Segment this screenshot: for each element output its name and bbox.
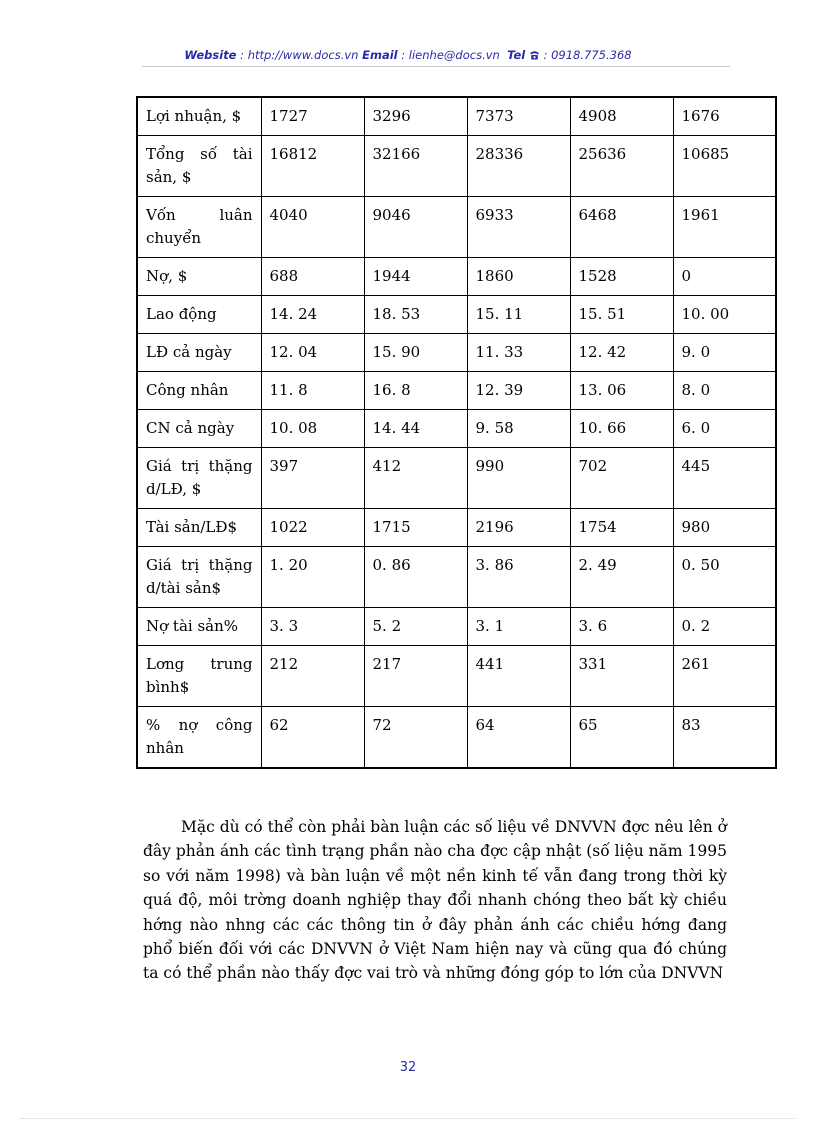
table-cell: 10685	[673, 136, 776, 197]
table-cell: 4908	[570, 97, 673, 136]
phone-icon	[529, 50, 540, 60]
table-cell: 9046	[364, 197, 467, 258]
row-label: Giá trị thặng d/LĐ, $	[137, 448, 261, 509]
table-cell: 12. 42	[570, 334, 673, 372]
row-label: Công nhân	[137, 372, 261, 410]
table-cell: 1528	[570, 258, 673, 296]
table-cell: 10. 00	[673, 296, 776, 334]
table-cell: 5. 2	[364, 608, 467, 646]
table-cell: 10. 08	[261, 410, 364, 448]
header-divider	[142, 66, 730, 67]
table-cell: 261	[673, 646, 776, 707]
table-cell: 83	[673, 707, 776, 769]
table-row	[137, 448, 776, 509]
table-cell: 3. 1	[467, 608, 570, 646]
table-cell: 25636	[570, 136, 673, 197]
table-cell: 1715	[364, 509, 467, 547]
email-link[interactable]: lienhe@docs.vn	[408, 48, 500, 62]
table-cell: 15. 51	[570, 296, 673, 334]
row-label: Nợ tài sản%	[137, 608, 261, 646]
row-label: LĐ cả ngày	[137, 334, 261, 372]
table-cell: 331	[570, 646, 673, 707]
table-cell: 6. 0	[673, 410, 776, 448]
table-cell: 6933	[467, 197, 570, 258]
table-cell: 15. 11	[467, 296, 570, 334]
table-cell: 16812	[261, 136, 364, 197]
tel-label: Tel	[507, 48, 526, 62]
table-row	[137, 334, 776, 372]
page-bottom-border	[20, 1118, 796, 1119]
table-cell: 3. 3	[261, 608, 364, 646]
table-row	[137, 646, 776, 707]
table-cell: 64	[467, 707, 570, 769]
tel-separator: :	[539, 48, 552, 62]
table-cell: 688	[261, 258, 364, 296]
table-cell: 72	[364, 707, 467, 769]
table-row	[137, 372, 776, 410]
table-cell: 1860	[467, 258, 570, 296]
statistics-table-body	[137, 97, 776, 768]
table-cell: 4040	[261, 197, 364, 258]
table-row	[137, 258, 776, 296]
table-cell: 13. 06	[570, 372, 673, 410]
row-label: Vốn luân chuyển	[137, 197, 261, 258]
table-cell: 14. 44	[364, 410, 467, 448]
body-paragraph: Mặc dù có thể còn phải bàn luận các số liệu về DNVVN đợc nêu lên ở đây phản ánh các tình trạng phần nào cha đợc cập nhật (số liệu năm 1995 so với năm 1998) và bàn luận về một nền kinh tế vẫn đang trong thời kỳ quá độ, môi trờng doanh nghiệp thay đổi nhanh chóng theo bất kỳ chiều hớng nào nhng các các thông tin ở đây phản ánh các chiều hớng đang phổ biến đối với các DNVVN ở Việt Nam hiện nay và cũng qua đó chúng ta có thể phần nào thấy đợc vai trò và những đóng góp to lớn của DNVVN	[143, 818, 727, 983]
table-cell: 1676	[673, 97, 776, 136]
table-row	[137, 136, 776, 197]
table-cell: 1. 20	[261, 547, 364, 608]
table-cell: 445	[673, 448, 776, 509]
row-label: Tài sản/LĐ$	[137, 509, 261, 547]
table-row	[137, 509, 776, 547]
table-row	[137, 410, 776, 448]
row-label: % nợ công nhân	[137, 707, 261, 769]
statistics-table	[136, 96, 777, 769]
table-cell: 8. 0	[673, 372, 776, 410]
table-row	[137, 608, 776, 646]
table-cell: 212	[261, 646, 364, 707]
table-cell: 980	[673, 509, 776, 547]
table-cell: 3296	[364, 97, 467, 136]
table-cell: 441	[467, 646, 570, 707]
table-cell: 18. 53	[364, 296, 467, 334]
table-cell: 65	[570, 707, 673, 769]
table-cell: 1754	[570, 509, 673, 547]
table-cell: 1944	[364, 258, 467, 296]
table-cell: 3. 86	[467, 547, 570, 608]
table-cell: 990	[467, 448, 570, 509]
row-label: CN cả ngày	[137, 410, 261, 448]
table-cell: 0. 50	[673, 547, 776, 608]
table-cell: 2196	[467, 509, 570, 547]
table-cell: 217	[364, 646, 467, 707]
email-label: Email	[362, 48, 398, 62]
table-cell: 1961	[673, 197, 776, 258]
table-cell: 6468	[570, 197, 673, 258]
table-cell: 7373	[467, 97, 570, 136]
table-cell: 1727	[261, 97, 364, 136]
table-cell: 2. 49	[570, 547, 673, 608]
table-row	[137, 296, 776, 334]
table-cell: 28336	[467, 136, 570, 197]
table-cell: 11. 33	[467, 334, 570, 372]
website-label: Website	[184, 48, 237, 62]
table-row	[137, 97, 776, 136]
table-cell: 0. 86	[364, 547, 467, 608]
table-cell: 15. 90	[364, 334, 467, 372]
table-cell: 0. 2	[673, 608, 776, 646]
row-label: Giá trị thặng d/tài sản$	[137, 547, 261, 608]
row-label: Lợi nhuận, $	[137, 97, 261, 136]
website-link[interactable]: http://www.docs.vn	[247, 48, 359, 62]
table-cell: 412	[364, 448, 467, 509]
page-number: 32	[399, 1060, 417, 1075]
table-cell: 702	[570, 448, 673, 509]
table-cell: 1022	[261, 509, 364, 547]
row-label: Lơng trung bình$	[137, 646, 261, 707]
row-label: Nợ, $	[137, 258, 261, 296]
table-cell: 12. 39	[467, 372, 570, 410]
email-separator: :	[397, 48, 409, 62]
table-cell: 0	[673, 258, 776, 296]
table-cell: 12. 04	[261, 334, 364, 372]
table-cell: 9. 58	[467, 410, 570, 448]
table-row	[137, 197, 776, 258]
row-label: Lao động	[137, 296, 261, 334]
table-cell: 3. 6	[570, 608, 673, 646]
table-row	[137, 547, 776, 608]
table-cell: 11. 8	[261, 372, 364, 410]
table-cell: 16. 8	[364, 372, 467, 410]
table-cell: 9. 0	[673, 334, 776, 372]
table-cell: 32166	[364, 136, 467, 197]
tel-value[interactable]: 0918.775.368	[551, 48, 632, 62]
table-cell: 397	[261, 448, 364, 509]
table-cell: 14. 24	[261, 296, 364, 334]
table-cell: 10. 66	[570, 410, 673, 448]
page-header	[0, 48, 816, 62]
table-cell: 62	[261, 707, 364, 769]
row-label: Tổng số tài sản, $	[137, 136, 261, 197]
website-separator: :	[236, 48, 248, 62]
table-row	[137, 707, 776, 769]
